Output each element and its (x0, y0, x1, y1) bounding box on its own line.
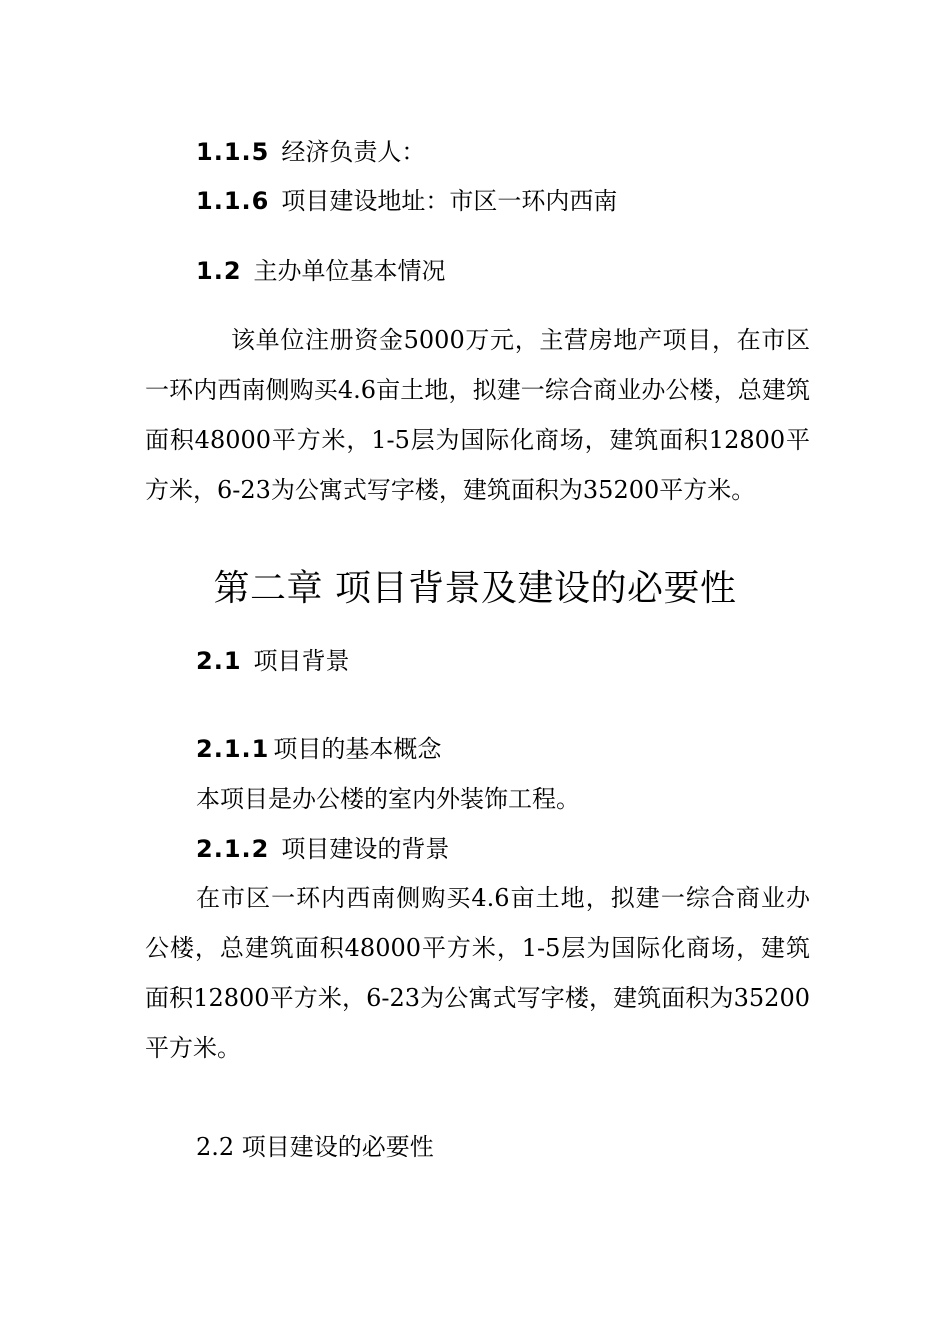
body-suffix: 。 (556, 785, 580, 813)
body-prefix: 本项目是办公楼的 (196, 785, 388, 813)
section-number: 2.1 (196, 647, 242, 675)
section-title: 项目背景 (253, 647, 350, 675)
section-text: 经济负责人： (281, 138, 426, 166)
heading-1-1-5 (196, 137, 425, 167)
paragraph-2-1-2-body: 在市区一环内西南侧购买4.6亩土地，拟建一综合商业办公楼，总建筑面积48000平方米，1-5层为国际化商场，建筑面积12800平方米，6-23为公寓式写字楼，建筑面积为35200平方米。 (145, 884, 810, 1062)
heading-1-2 (196, 256, 446, 286)
section-number: 2.1.1 (196, 735, 270, 763)
body-emphasis: 室内外装饰工程 (388, 785, 556, 813)
heading-2-1-2 (196, 834, 449, 864)
section-title: 主办单位基本情况 (253, 257, 446, 285)
section-number: 1.1.5 (196, 138, 270, 166)
section-title: 项目建设的背景 (281, 835, 450, 863)
section-number: 2.1.2 (196, 835, 270, 863)
section-number: 1.2 (196, 257, 242, 285)
section-text: 项目建设地址：市区一环内西南 (281, 187, 618, 215)
paragraph-1-2-body: 该单位注册资金5000万元，主营房地产项目，在市区一环内西南侧购买4.6亩土地，拟建一综合商业办公楼，总建筑面积48000平方米，1-5层为国际化商场，建筑面积12800平方米，6-23为公寓式写字楼，建筑面积为35200平方米。 (145, 326, 810, 504)
paragraph-2-1-1-body (196, 784, 580, 814)
heading-2-1 (196, 646, 350, 676)
section-title: 项目的基本概念 (273, 735, 442, 763)
heading-2-2: 2.2 项目建设的必要性 (196, 1133, 434, 1161)
chapter-title: 第二章 项目背景及建设的必要性 (213, 568, 737, 609)
heading-1-1-6 (196, 186, 617, 216)
section-number: 1.1.6 (196, 187, 270, 215)
heading-2-1-1 (196, 734, 441, 764)
